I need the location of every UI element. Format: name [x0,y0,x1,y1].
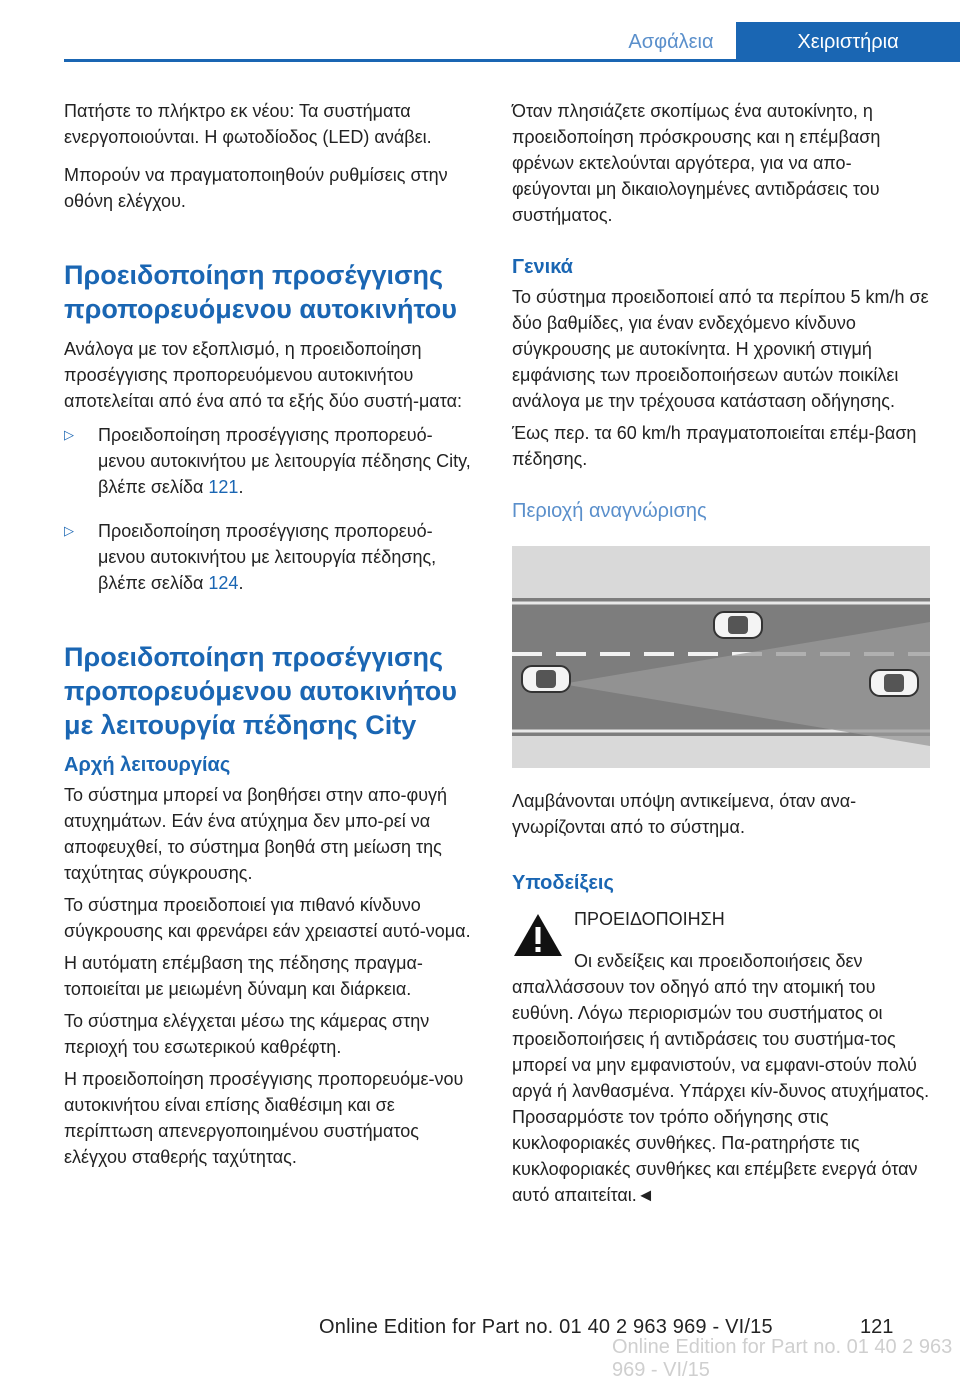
car-icon [522,666,570,692]
page-number: 121 [860,1316,894,1338]
car-icon [714,612,762,638]
watermark: Online Edition for Part no. 01 40 2 963 969 - VI/15 [612,1336,953,1381]
road-diagram [512,546,930,768]
list-item [64,518,478,596]
page-reference-link[interactable]: 124 [208,573,239,593]
paragraph: Πατήστε το πλήκτρο εκ νέου: Τα συστήματα ενεργοποιούνται. Η φωτοδίοδος (LED) ανάβει. [64,101,432,147]
subsection-heading: Αρχή λειτουργίας [64,754,231,776]
subsection-heading: Γενικά [512,256,573,278]
left-column [64,98,478,1176]
warning-title: ΠΡΟΕΙΔΟΠΟΙΗΣΗ [574,909,725,929]
paragraph: Το σύστημα ελέγχεται μέσω της κάμερας στην περιοχή του εσωτερικού καθρέφτη. [64,1011,430,1057]
detection-area-illustration [512,546,930,768]
paragraph: Η προειδοποίηση προσέγγισης προπορευόμε‐νου αυτοκινήτου είναι επίσης διαθέσιμη και σε περίπτωση απενεργοποιημένου συστήματος ελέγχου σταθερής ταχύτητας. [64,1069,464,1167]
subsection-heading: Περιοχή αναγνώρισης [512,500,707,522]
list-item [64,422,478,500]
paragraph: Μπορούν να πραγματοποιηθούν ρυθμίσεις στην οθόνη ελέγχου. [64,165,448,211]
car-icon [870,670,918,696]
paragraph: Όταν πλησιάζετε σκοπίμως ένα αυτοκίνητο, η προειδοποίηση πρόσκρουσης και η επέμβαση φρένων εκτελούνται αργότερα, για να απο‐φεύγονται μη δικαιολογημένες αντιδράσεις του συστήματος. [512,101,881,225]
page-reference-link[interactable]: 121 [208,477,239,497]
paragraph: Έως περ. τα 60 km/h πραγματοποιείται επέμ‐βαση πέδησης. [512,423,917,469]
list-item-text: Προειδοποίηση προσέγγισης προπορευό‐μενου αυτοκινήτου με λειτουργία πέδησης City, βλέπε σελίδα 121. [98,425,471,497]
paragraph: Η αυτόματη επέμβαση της πέδησης πραγμα‐τοποιείται με μειωμένη δύναμη και διάρκεια. [64,953,423,999]
triangle-bullet-icon: ▷ [64,427,74,442]
section-heading: Προειδοποίηση προσέγγισης προπορευόμενου αυτοκινήτου με λειτουργία πέδησης City [64,642,457,740]
footer-edition: Online Edition for Part no. 01 40 2 963 969 - VI/15 [319,1316,773,1338]
paragraph: Το σύστημα μπορεί να βοηθήσει στην απο‐φυγή ατυχημάτων. Εάν ένα ατύχημα δεν μπο‐ρεί να αποφευχθεί, το σύστημα βοηθά στη μείωση της ταχύτητας σύγκρουσης. [64,785,448,883]
warning-triangle-icon [512,912,564,958]
right-column [512,98,930,1220]
triangle-bullet-icon: ▷ [64,523,74,538]
paragraph: Το σύστημα προειδοποιεί από τα περίπου 5 km/h σε δύο βαθμίδες, για έναν ενδεχόμενο κίνδυνο σύγκρουσης με αυτοκίνητα. Η χρονική στιγμή εμφάνισης των προειδοποιήσεων αυτών ποικίλει ανάλογα με την τρέχουσα κατάσταση οδήγησης. [512,287,929,411]
list-item-text: Προειδοποίηση προσέγγισης προπορευό‐μενου αυτοκινήτου με λειτουργία πέδησης, βλέπε σελίδα 124. [98,521,437,593]
tab-safety[interactable]: Ασφάλεια [606,22,736,62]
warning-text: Οι ενδείξεις και προειδοποιήσεις δεν απαλλάσσουν τον οδηγό από την ατομική του ευθύνη. Λόγω περιορισμών του συστήματος οι προειδοποιήσεις ή αντιδράσεις του συστήμα‐τος μπορεί να μην εμφανιστούν, να εμφανι‐στούν πολύ αργά ή λανθασμένα. Υπάρχει κίν‐δυνος ατυχήματος. Προσαρμόστε τον τρόπο οδήγησης στις κυκλοφοριακές συνθήκες. Πα‐ρατηρήστε τις κυκλοφοριακές συνθήκες και επέμβετε ενεργά όταν αυτό απαιτείται.◄ [512,951,930,1205]
section-heading: Προειδοποίηση προσέγγισης προπορευόμενου αυτοκινήτου [64,260,457,324]
subsection-heading: Υποδείξεις [512,872,614,894]
paragraph: Το σύστημα προειδοποιεί για πιθανό κίνδυνο σύγκρουσης και φρενάρει εάν χρειαστεί αυτό‐νομα. [64,895,471,941]
tab-controls[interactable]: Χειριστήρια [736,22,960,62]
paragraph: Ανάλογα με τον εξοπλισμό, η προειδοποίηση προσέγγισης προπορευόμενου αυτοκινήτου αποτελείται από ένα από τα εξής δύο συστή‐ματα: [64,339,462,411]
paragraph: Λαμβάνονται υπόψη αντικείμενα, όταν ανα‐γνωρίζονται από το σύστημα. [512,791,857,837]
header-rule [64,59,960,62]
